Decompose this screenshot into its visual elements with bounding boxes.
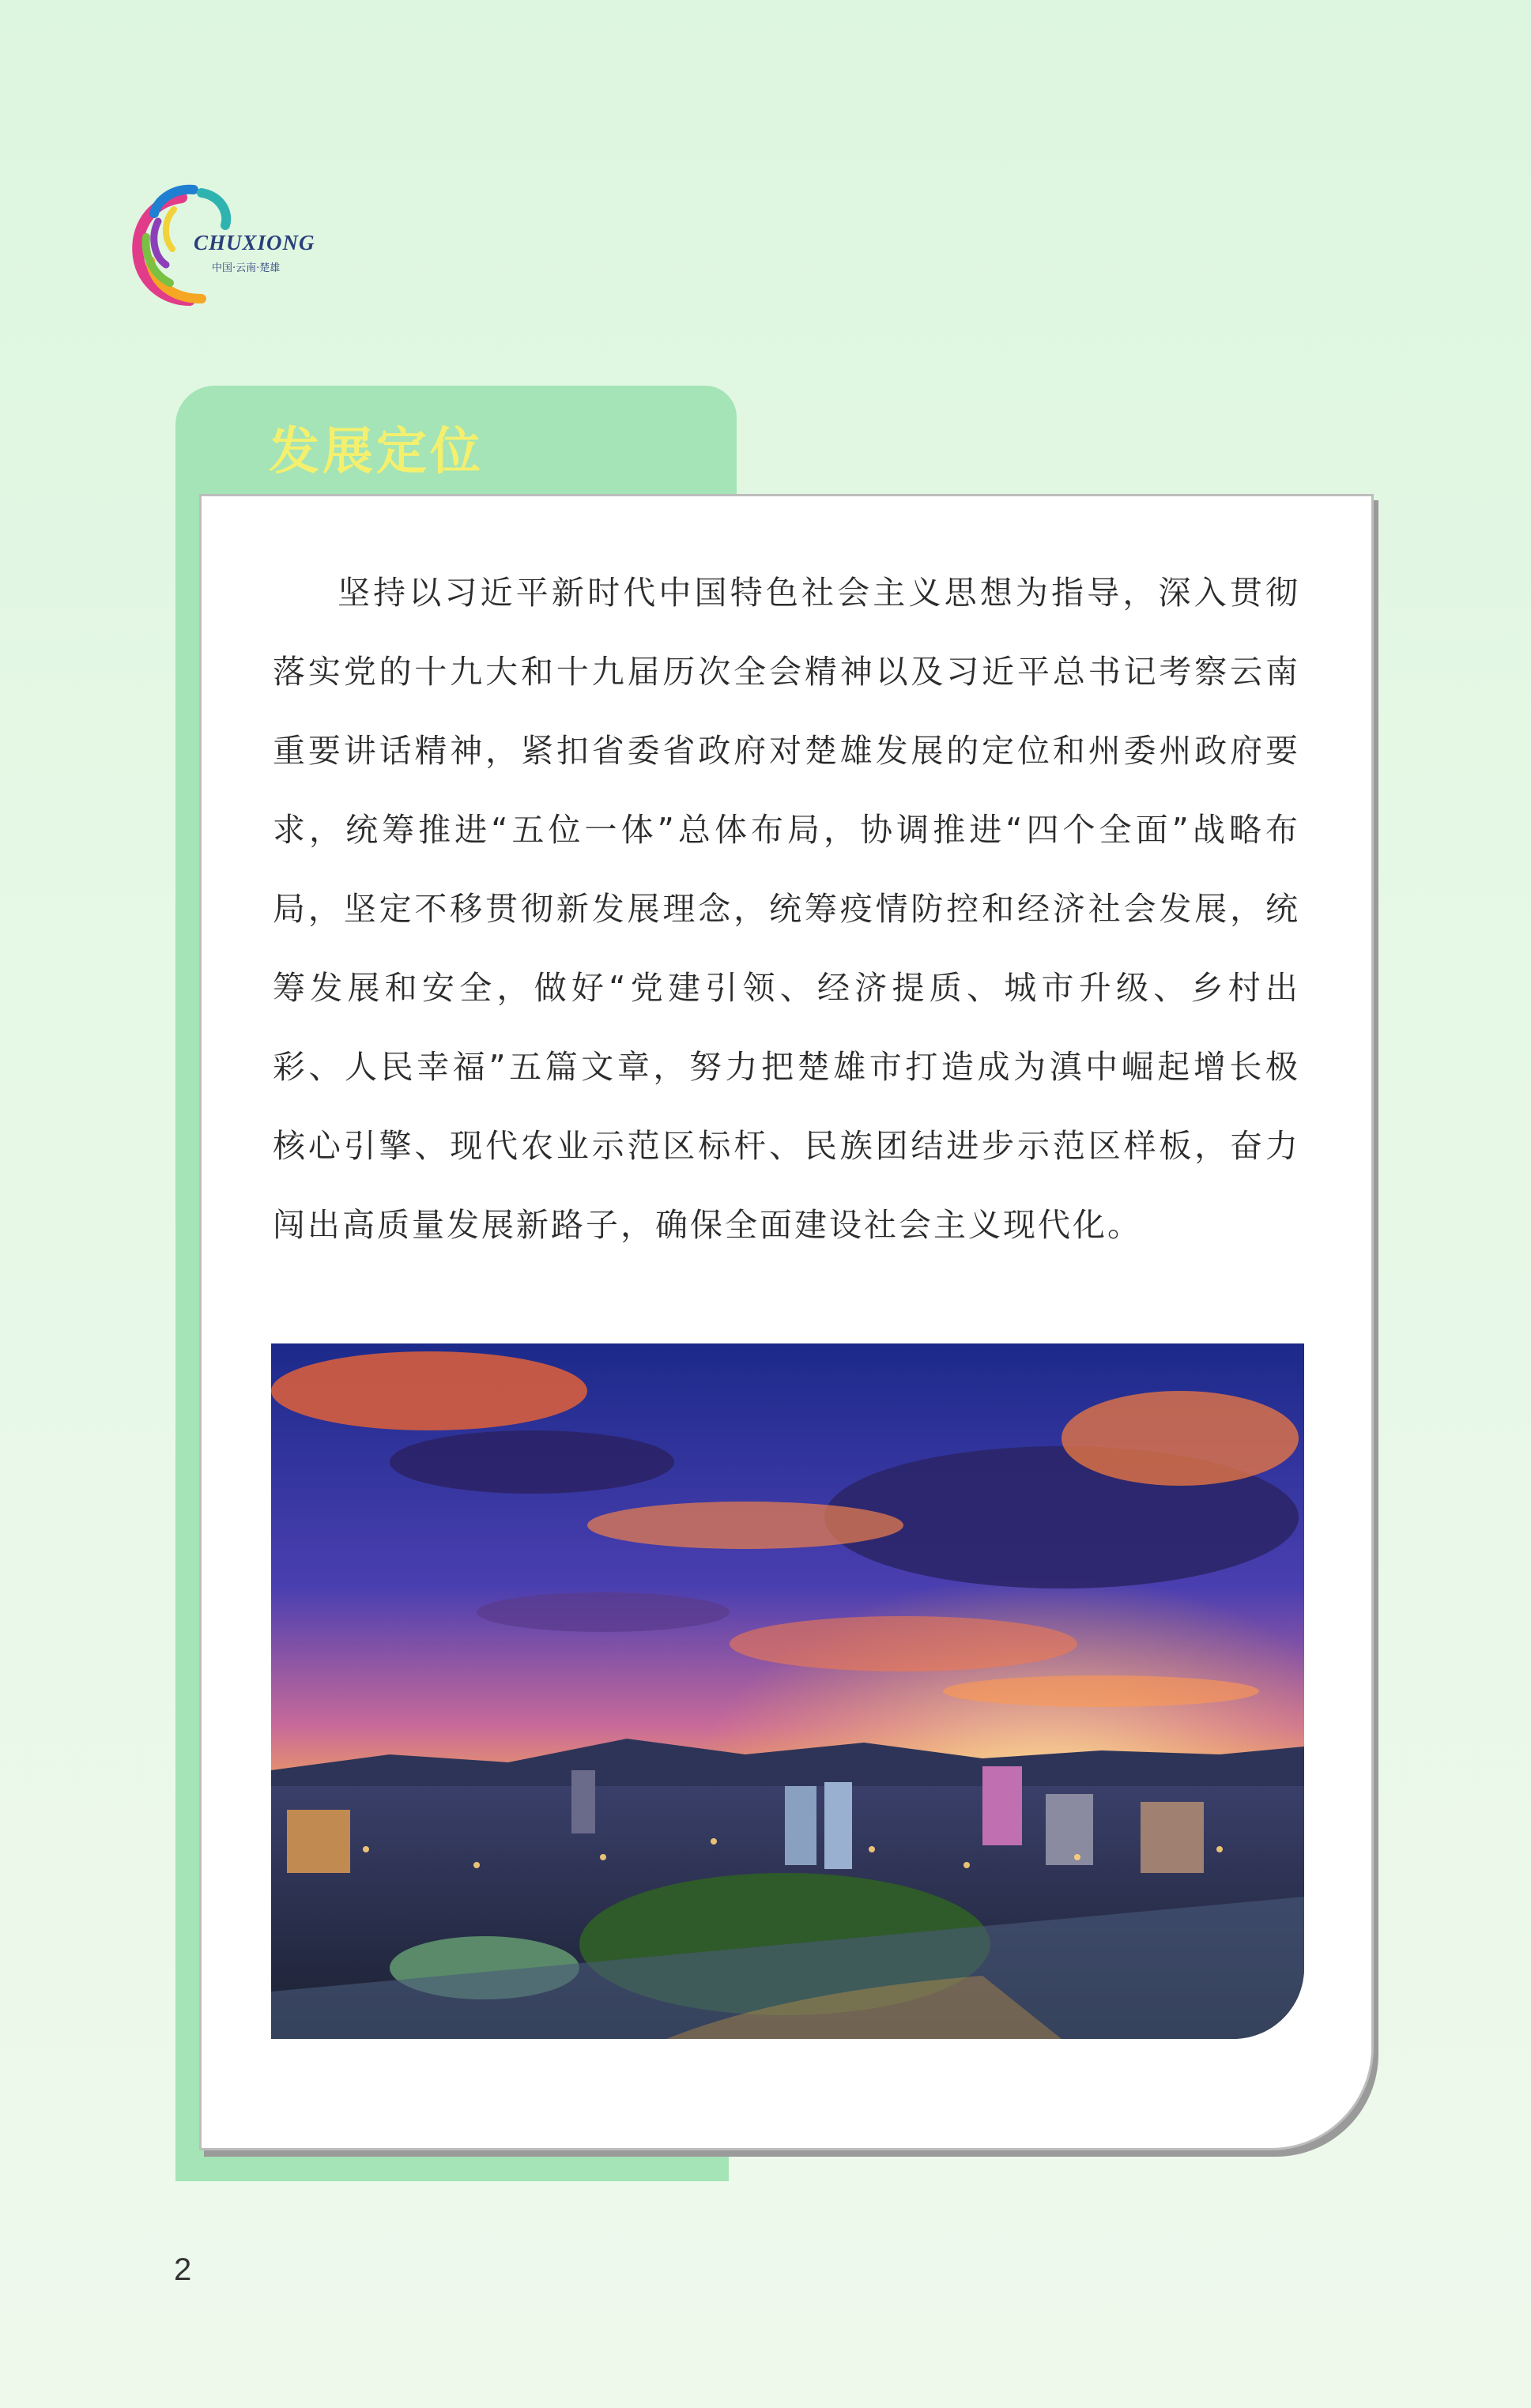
body-paragraph: 坚持以习近平新时代中国特色社会主义思想为指导，深入贯彻落实党的十九大和十九届历次全会精神以及习近平总书记考察云南重要讲话精神，紧扣省委省政府对楚雄发展的定位和州委州政府要求，统筹推进“五位一体”总体布局，协调推进“四个全面”战略布局，坚定不移贯彻新发展理念，统筹疫情防控和经济社会发展，统筹发展和安全，做好“党建引领、经济提质、城市升级、乡村出彩、人民幸福”五篇文章，努力把楚雄市打造成为滇中崛起增长极核心引擎、现代农业示范区标杆、民族团结进步示范区样板，奋力闯出高质量发展新路子，确保全面建设社会主义现代化。: [273, 574, 1300, 1244]
logo-name: CHUXIONG: [194, 231, 315, 254]
chuxiong-logo: [126, 182, 316, 316]
section-title: 发展定位: [269, 423, 484, 481]
city-sunset-photo: [271, 1343, 1304, 2039]
logo-subtitle: 中国·云南·楚雄: [212, 262, 281, 274]
page-number: 2: [174, 2252, 192, 2287]
